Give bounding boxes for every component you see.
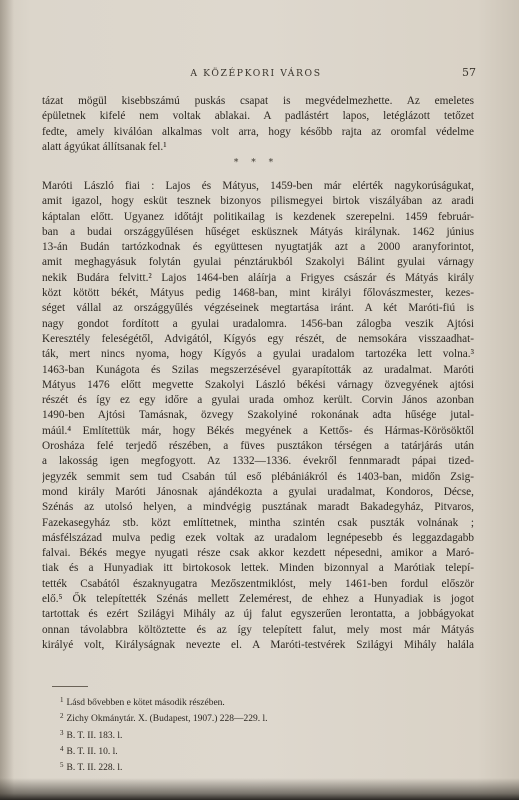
intro-paragraph [42, 94, 474, 155]
page-header [36, 66, 476, 80]
footnote [60, 710, 460, 726]
text-line: tiak és a Hunyadiak itt birtokosok lettek. Minden bizonnyal a Marótiak telepí- [42, 562, 474, 575]
text-line: 1463-ban Kunágota és Szilas megszerzésével gyarapították az uradalmat. Maróti [42, 363, 474, 376]
text-line: alatt ágyúkat állítsanak fel.¹ [42, 140, 167, 153]
footnote-mark: 4 [60, 744, 64, 753]
footnote-mark: 3 [60, 728, 64, 737]
text-line: részét és így ez egy időre a gyulai urada omhoz került. Corvin János azonban [42, 394, 474, 407]
text-line: amit igazol, hogy esküt tesznek bizonyos pilismegyei birtok viszályában az aradi [42, 195, 474, 208]
text-line: Keresztély feleségétől, Advigától, Kígyós egy részét, de nemsokára visszaadhat- [42, 332, 474, 345]
text-line: amit meghagyásuk folytán gyulai pénztárukból Szakolyi Bálint gyulai várnagy [42, 256, 474, 269]
footnote-text: B. T. II. 10. l. [66, 746, 118, 757]
text-line: királyé volt, Királyságnak nevezte el. A Maróti-testvérek Szilágyi Mihály halála [42, 638, 474, 651]
text-line: elő.⁵ Ők telepítették Szénás mellett Zelemérest, de ehhez a Hunyadiak is jogot [42, 593, 474, 606]
text-line: másfélszázad mulva pedig ezek voltak az uradalom legnépesebb és leggazdagabb [42, 531, 474, 544]
text-line: tázat mögül kisebbszámú puskás csapat is megvédelmezhette. Az emeletes [42, 95, 474, 107]
footnote-mark: 1 [60, 696, 64, 704]
footnote [60, 727, 460, 743]
text-line: a lakosság igen megfogyott. Az 1332—1336. évekről fennmaradt pápai tized- [42, 455, 474, 468]
text-line: nagy gondot fordított a gyulai uradalomra. 1456-ban zálogba veszik Ajtósi [42, 317, 474, 330]
text-line: 13-án Budán tartózkodnak és együttesen nyugtatják azt a 2000 aranyforintot, [42, 241, 474, 254]
text-line: máúl.⁴ Említettük már, hogy Békés megyének a Kettős- és Hármas-Körösöktől [42, 424, 474, 437]
text-line: Orosháza felé terjedő részében, a füves pusztákon térségen a tatárjárás után [42, 440, 474, 453]
text-line: Szénás az utolsó helyen, a mindvégig pusztának maradt Bakadegyház, Pitvaros, [42, 501, 474, 514]
text-line: falvai. Békés megye nyugati része csak akkor kezdett népesedni, amikor a Maró- [42, 547, 474, 560]
footnote [60, 743, 460, 759]
footnote-text: B. T. II. 228. l. [66, 763, 123, 774]
text-line: onnan távolabbra költöztette és az így telepített falut, mely most már Mátyás [42, 623, 474, 636]
text-line: mond király Maróti Jánosnak ajándékozta a gyulai uradalmat, Kondoros, Décse, [42, 485, 474, 498]
text-line: fedte, amely kiválóan alkalmas volt arra, hogy később rajta az oromfal védelme [42, 125, 474, 138]
footnote-mark: 2 [60, 712, 64, 721]
text-line: tartottak és ezért Szilágyi Mihály az új falut egyszerűen lerontatta, a jobbágyokat [42, 608, 474, 621]
text-line: 1490-ben Ajtósi Tamásnak, özvegy Szakolyiné rokonának adta hűsége jutal- [42, 409, 474, 422]
footnote-divider [52, 686, 88, 687]
text-line: káptalan előtt. Ugyanez időtájt politikailag is kezdenek szerepelni. 1459 február- [42, 210, 474, 223]
text-line: Maróti László fiai : Lajos és Mátyus, 1459-ben már elérték nagykorúságukat, [42, 180, 474, 192]
footnote [60, 759, 460, 775]
text-line: jegyzék semmit sem tud Csabán túl eső plébániákról és 1403-ban, midőn Zsig- [42, 470, 474, 483]
main-paragraph [42, 179, 474, 653]
text-line: ták, mert nincs nyoma, hogy Kígyós a gyulai uradalom tartozéka lett volna.³ [42, 348, 474, 361]
text-line: ban a budai országgyűlésen hűséget esküsznek Mátyás királynak. 1462 június [42, 225, 474, 238]
page-bottom-edge [0, 778, 519, 800]
section-separator: * * * [233, 158, 279, 168]
spine-shadow [0, 0, 14, 800]
page-number: 57 [462, 66, 476, 79]
text-line: séget vállal az országgyűlés végzéseinek megtartása iránt. A két Maróti-fiú is [42, 302, 474, 315]
footnote-text: B. T. II. 183. l. [66, 730, 123, 741]
text-line: nekik Budára felvitt.² Lajos 1464-ben aláírja a Frigyes császár és Mátyás király [42, 271, 474, 284]
footnote-text: Zichy Okmánytár. X. (Budapest, 1907.) 228—229. l. [66, 714, 268, 725]
text-line: Fazekasegyház stb. közt említtetnek, mintha szintén csak puszták volnának ; [42, 516, 474, 529]
text-line: tették Csabától északnyugatra Mezőszentmiklóst, mely 1461-ben fordul először [42, 577, 474, 590]
footnote [60, 694, 460, 710]
text-line: közt kötött békét, Mátyus pedig 1468-ban, mint királyi főlovászmester, kezes- [42, 287, 474, 300]
footnotes [60, 694, 460, 775]
text-line: Mátyus 1476 előtt megvette Szakolyi László békési várnagy özvegyének ajtósi [42, 378, 474, 391]
running-title: A KÖZÉPKORI VÁROS [190, 68, 322, 79]
footnote-mark: 5 [60, 761, 64, 770]
text-line: épületnek kifelé nem voltak ablakai. A padlástért lapos, letéglázott tetőzet [42, 110, 474, 123]
footnote-text: Lásd bővebben e kötet második részében. [66, 698, 225, 708]
